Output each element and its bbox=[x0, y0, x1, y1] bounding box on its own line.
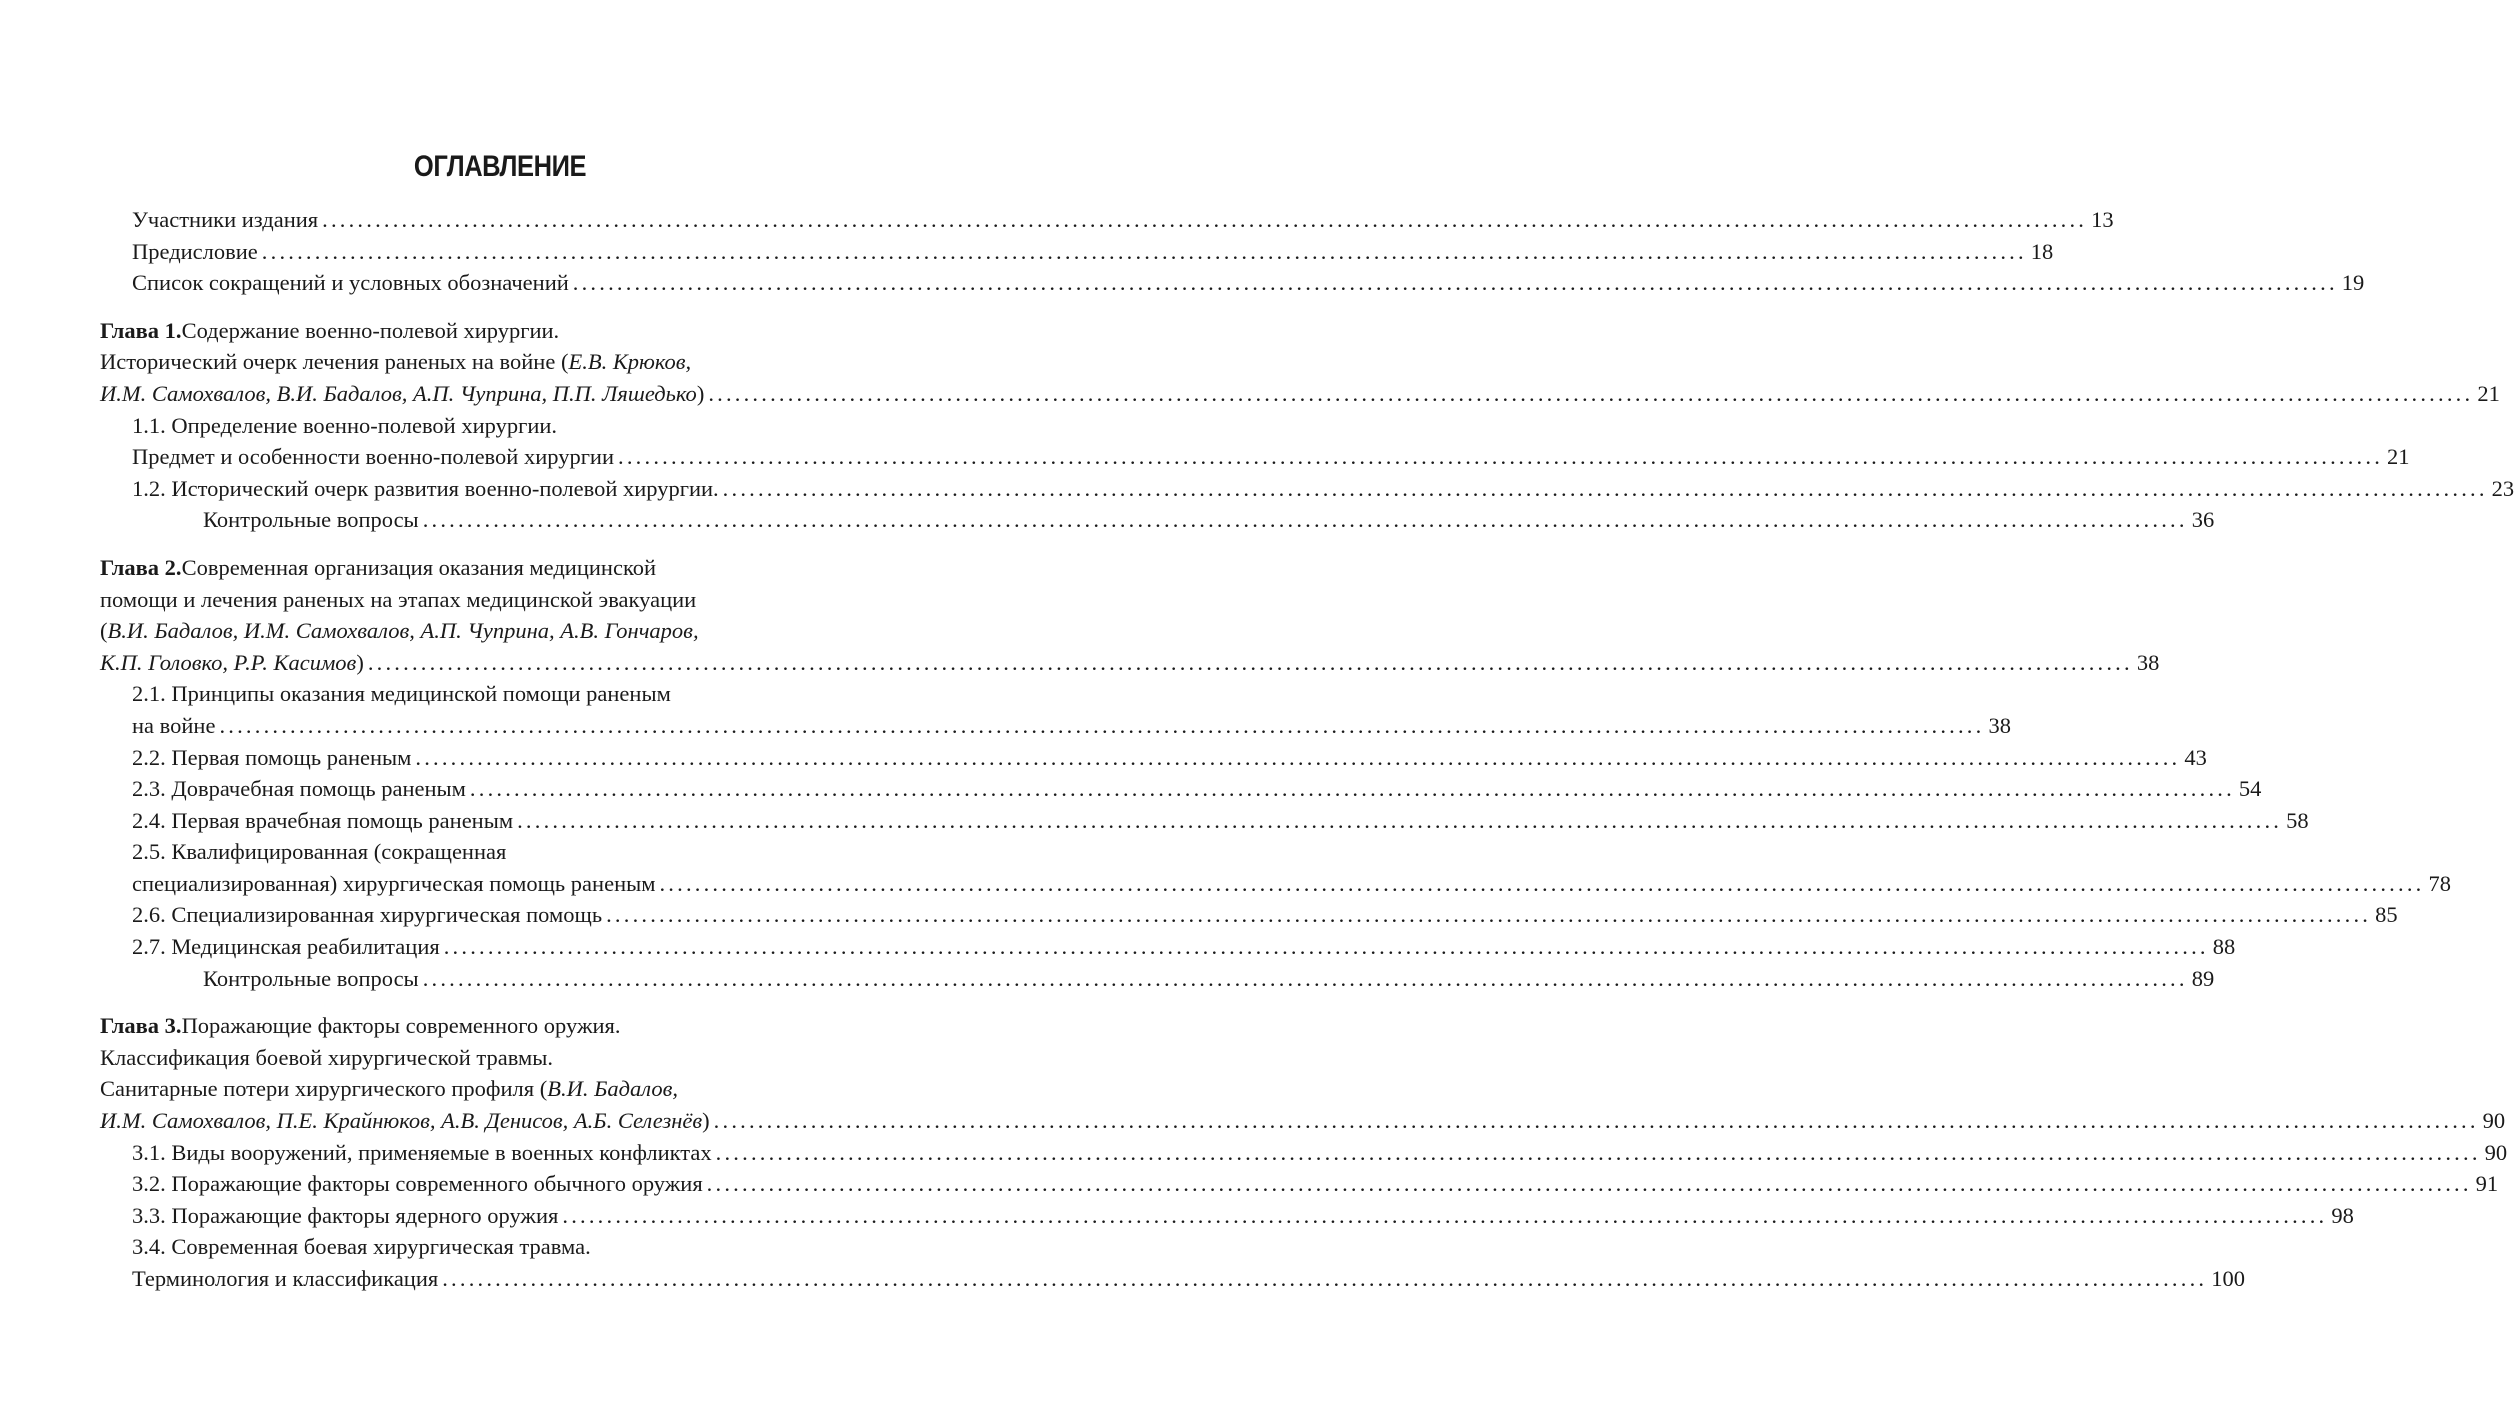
toc-entry-line bbox=[100, 378, 2500, 410]
chapter-label: Глава 2. bbox=[100, 554, 182, 580]
table-of-contents bbox=[100, 204, 2514, 1295]
toc-entry-line bbox=[100, 615, 890, 647]
toc-entry-line bbox=[100, 552, 890, 584]
page-number: 98 bbox=[2331, 1202, 2354, 1228]
page-number: 38 bbox=[1988, 712, 2011, 738]
page-number: 43 bbox=[2184, 744, 2207, 770]
page-number: 19 bbox=[2341, 270, 2365, 296]
toc-entry-line bbox=[100, 1073, 890, 1105]
entry-text: ( bbox=[100, 618, 108, 644]
toc-entry[interactable] bbox=[100, 267, 2365, 299]
dot-leader: ........................................................................................................................................................................................................ bbox=[322, 207, 2088, 232]
dot-leader: ........................................................................................................................................................................................................ bbox=[572, 270, 2338, 296]
toc-entry-line bbox=[100, 441, 2410, 473]
entry-text: Контрольные вопросы bbox=[203, 507, 419, 533]
toc-entry[interactable] bbox=[100, 1137, 2508, 1169]
entry-text: 2.4. Первая врачебная помощь раненым bbox=[132, 807, 514, 833]
entry-text: 3.2. Поражающие факторы современного обычного оружия bbox=[132, 1171, 703, 1197]
page-number: 36 bbox=[2191, 507, 2215, 533]
entry-text: на войне bbox=[132, 712, 216, 738]
dot-leader: ........................................................................................................................................................................................................ bbox=[562, 1202, 2328, 1228]
toc-entry[interactable] bbox=[100, 473, 2514, 505]
dot-leader: ........................................................................................................................................................................................................ bbox=[415, 744, 2181, 770]
toc-entry-line bbox=[100, 1105, 2506, 1137]
entry-text: Список сокращений и условных обозначений bbox=[132, 270, 569, 296]
toc-chapter-entry[interactable] bbox=[100, 552, 2160, 678]
toc-entry-line bbox=[100, 836, 890, 868]
entry-text: 3.1. Виды вооружений, применяемые в военных конфликтах bbox=[132, 1139, 712, 1165]
toc-entry[interactable] bbox=[100, 204, 2114, 236]
page-number: 54 bbox=[2238, 776, 2262, 802]
dot-leader: ........................................................................................................................................................................................................ bbox=[442, 1266, 2208, 1291]
toc-entry-line bbox=[100, 315, 890, 347]
page-number: 89 bbox=[2191, 965, 2215, 991]
toc-entry[interactable] bbox=[100, 236, 2054, 268]
dot-leader: ........................................................................................................................................................................................................ bbox=[219, 712, 1985, 738]
entry-text: Санитарные потери хирургического профиля ( bbox=[100, 1076, 548, 1102]
entry-text: ) bbox=[702, 1108, 710, 1134]
toc-entry[interactable] bbox=[100, 742, 2207, 774]
dot-leader: ........................................................................................................................................................................................................ bbox=[618, 444, 2384, 470]
page-title: ОГЛАВЛЕНИЕ bbox=[413, 150, 587, 183]
toc-entry-line bbox=[100, 678, 890, 710]
entry-text: 2.2. Первая помощь раненым bbox=[132, 744, 412, 770]
chapter-label: Глава 1. bbox=[100, 317, 182, 343]
toc-entry-line bbox=[100, 1168, 2499, 1200]
section-gap bbox=[100, 299, 890, 315]
entry-text: ) bbox=[696, 380, 705, 406]
entry-text: Терминология и классификация bbox=[132, 1266, 439, 1291]
entry-text: 3.3. Поражающие факторы ядерного оружия bbox=[132, 1202, 559, 1228]
toc-entry-line bbox=[100, 899, 2398, 931]
toc-entry[interactable] bbox=[100, 678, 2011, 741]
toc-entry[interactable] bbox=[100, 773, 2262, 805]
page-number: 58 bbox=[2286, 807, 2309, 833]
entry-text: Поражающие факторы современного оружия. bbox=[181, 1013, 621, 1039]
toc-entry[interactable] bbox=[100, 1200, 2354, 1232]
chapter-label: Глава 3. bbox=[100, 1013, 182, 1039]
toc-entry-line bbox=[100, 584, 890, 616]
authors-text: И.М. Самохвалов, В.И. Бадалов, А.П. Чуприна, П.П. Ляшедько bbox=[100, 380, 697, 406]
dot-leader: ........................................................................................................................................................................................................ bbox=[422, 965, 2188, 991]
entry-text: Содержание военно-полевой хирургии. bbox=[181, 317, 560, 343]
toc-entry-line bbox=[100, 710, 2011, 742]
toc-chapter-entry[interactable] bbox=[100, 315, 2500, 410]
entry-text: 2.7. Медицинская реабилитация bbox=[132, 934, 440, 960]
dot-leader: ........................................................................................................................................................................................................ bbox=[715, 1139, 2481, 1165]
toc-chapter-entry[interactable] bbox=[100, 1010, 2506, 1136]
entry-text: помощи и лечения раненых на этапах медицинской эвакуации bbox=[100, 586, 697, 612]
dot-leader: ........................................................................................................................................................................................................ bbox=[517, 807, 2283, 833]
toc-entry-line bbox=[100, 805, 2309, 837]
entry-text: 1.2. Исторический очерк развития военно-полевой хирургии. bbox=[132, 475, 719, 501]
entry-text: Современная организация оказания медицинской bbox=[181, 554, 657, 580]
entry-text: 3.4. Современная боевая хирургическая травма. bbox=[132, 1234, 591, 1260]
toc-entry-line bbox=[100, 267, 2365, 299]
toc-entry[interactable] bbox=[100, 963, 2215, 995]
toc-entry-line bbox=[100, 742, 2207, 774]
entry-text: 2.5. Квалифицированная (сокращенная bbox=[132, 839, 507, 865]
page-number: 88 bbox=[2212, 934, 2236, 960]
toc-entry-line bbox=[100, 1010, 890, 1042]
entry-text: 2.1. Принципы оказания медицинской помощи раненым bbox=[132, 681, 671, 707]
entry-text: 2.3. Доврачебная помощь раненым bbox=[132, 776, 466, 802]
page-number: 23 bbox=[2491, 475, 2514, 501]
toc-entry-line bbox=[100, 868, 2451, 900]
entry-text: Предисловие bbox=[132, 238, 258, 264]
page-number: 90 bbox=[2484, 1139, 2508, 1165]
entry-text: Контрольные вопросы bbox=[203, 965, 419, 991]
toc-entry[interactable] bbox=[100, 836, 2451, 899]
page-number: 38 bbox=[2136, 649, 2160, 675]
dot-leader: ........................................................................................................................................................................................................ bbox=[722, 475, 2488, 501]
toc-entry[interactable] bbox=[100, 1231, 2245, 1294]
toc-entry-line bbox=[100, 346, 890, 378]
page-number: 78 bbox=[2428, 870, 2451, 896]
dot-leader: ........................................................................................................................................................................................................ bbox=[367, 649, 2133, 675]
toc-entry-line bbox=[100, 236, 2054, 268]
toc-entry-line bbox=[100, 773, 2262, 805]
section-gap bbox=[100, 536, 890, 552]
toc-entry-line bbox=[100, 204, 2114, 236]
authors-text: Е.В. Крюков, bbox=[568, 349, 692, 375]
toc-entry-line bbox=[100, 410, 890, 442]
toc-entry-line bbox=[100, 1137, 2508, 1169]
toc-entry[interactable] bbox=[100, 931, 2236, 963]
dot-leader: ........................................................................................................................................................................................................ bbox=[469, 776, 2235, 802]
entry-text: Классификация боевой хирургической травмы. bbox=[100, 1044, 553, 1070]
dot-leader: ........................................................................................................................................................................................................ bbox=[713, 1108, 2479, 1134]
authors-text: В.И. Бадалов, И.М. Самохвалов, А.П. Чуприна, А.В. Гончаров, bbox=[107, 618, 699, 644]
dot-leader: ........................................................................................................................................................................................................ bbox=[606, 902, 2372, 928]
toc-entry[interactable] bbox=[100, 805, 2309, 837]
toc-entry-line bbox=[100, 504, 2215, 536]
entry-text: ) bbox=[356, 649, 364, 675]
toc-entry-line bbox=[100, 963, 2215, 995]
toc-entry[interactable] bbox=[100, 410, 2410, 473]
dot-leader: ........................................................................................................................................................................................................ bbox=[261, 238, 2027, 264]
page-number: 100 bbox=[2211, 1266, 2245, 1291]
page-number: 90 bbox=[2482, 1108, 2506, 1134]
entry-text: 1.1. Определение военно-полевой хирургии. bbox=[132, 412, 558, 438]
toc-entry-line bbox=[100, 473, 2514, 505]
page-number: 21 bbox=[2477, 380, 2500, 406]
dot-leader: ........................................................................................................................................................................................................ bbox=[708, 380, 2474, 406]
toc-entry[interactable] bbox=[100, 504, 2215, 536]
page-number: 21 bbox=[2387, 444, 2410, 470]
toc-entry[interactable] bbox=[100, 899, 2398, 931]
authors-text: К.П. Головко, Р.Р. Касимов bbox=[100, 649, 357, 675]
entry-text: Исторический очерк лечения раненых на войне ( bbox=[100, 349, 569, 375]
entry-text: 2.6. Специализированная хирургическая помощь bbox=[132, 902, 603, 928]
toc-entry-line bbox=[100, 1042, 890, 1074]
page-number: 85 bbox=[2375, 902, 2398, 928]
dot-leader: ........................................................................................................................................................................................................ bbox=[706, 1171, 2472, 1197]
toc-entry-line bbox=[100, 1231, 890, 1263]
toc-entry-line bbox=[100, 1200, 2354, 1232]
page-number: 18 bbox=[2030, 238, 2054, 264]
dot-leader: ........................................................................................................................................................................................................ bbox=[659, 870, 2425, 896]
dot-leader: ........................................................................................................................................................................................................ bbox=[422, 507, 2188, 533]
toc-entry-line bbox=[100, 647, 2160, 679]
entry-text: Участники издания bbox=[132, 207, 319, 232]
section-gap bbox=[100, 994, 890, 1010]
toc-entry-line bbox=[100, 931, 2236, 963]
page-number: 13 bbox=[2091, 207, 2114, 232]
entry-text: специализированная) хирургическая помощь раненым bbox=[132, 870, 656, 896]
dot-leader: ........................................................................................................................................................................................................ bbox=[443, 934, 2209, 960]
entry-text: Предмет и особенности военно-полевой хирургии bbox=[132, 444, 615, 470]
authors-text: И.М. Самохвалов, П.Е. Крайнюков, А.В. Денисов, А.Б. Селезнёв bbox=[100, 1108, 703, 1134]
toc-entry-line bbox=[100, 1263, 2245, 1295]
authors-text: В.И. Бадалов, bbox=[547, 1076, 678, 1102]
page-number: 91 bbox=[2475, 1171, 2499, 1197]
toc-entry[interactable] bbox=[100, 1168, 2499, 1200]
